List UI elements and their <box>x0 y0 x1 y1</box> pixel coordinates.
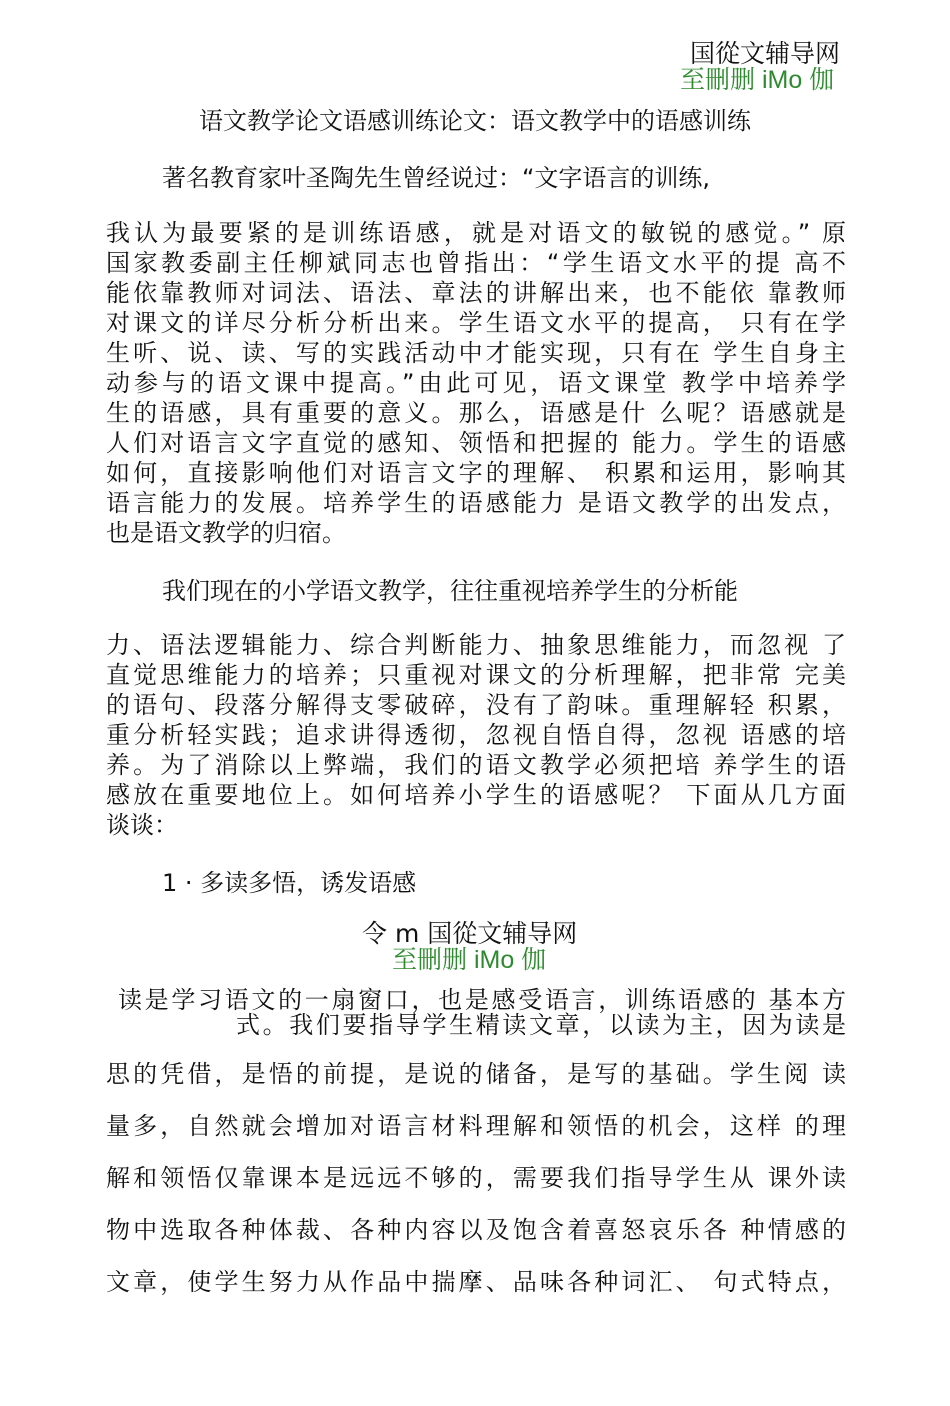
paragraph-line: 动参与的语文课中提高。”由此可见，语文课堂 教学中培养学 <box>106 369 846 397</box>
paragraph-line: 物中选取各种体裁、各种内容以及饱含着喜怒哀乐各 种情感的 <box>106 1216 846 1244</box>
paragraph-line: 如何，直接影响他们对语言文字的理解、 积累和运用，影响其 <box>106 459 846 487</box>
paragraph-line: 我认为最要紧的是训练语感，就是对语文的敏锐的感觉。” 原 <box>106 219 846 247</box>
paragraph-3 <box>106 1048 846 1308</box>
paragraph-line: 重分析轻实践；追求讲得透彻，忽视自悟自得，忽视 语感的培 <box>106 721 846 749</box>
paragraph-line: 生听、说、读、写的实践活动中才能实现，只有在 学生自身主 <box>106 339 846 367</box>
paragraph-line: 谈谈： <box>106 811 178 839</box>
paragraph-line: 力、语法逻辑能力、综合判断能力、抽象思维能力，而忽视 了 <box>106 631 846 659</box>
paragraph-line: 对课文的详尽分析分析出来。学生语文水平的提高， 只有在学 <box>106 309 846 337</box>
watermark-title: 国從文辅导网 <box>690 39 841 68</box>
paragraph-2 <box>106 630 846 840</box>
paragraph-line: 感放在重要地位上。如何培养小学生的语感呢？ 下面从几方面 <box>106 781 846 809</box>
watermark-subtitle: 至刪删 iMo 伽 <box>680 66 835 94</box>
paragraph-line: 也是语文教学的归宿。 <box>106 519 346 547</box>
paragraph-1-first-line: 著名教育家叶圣陶先生曾经说过：“文字语言的训练, <box>162 164 711 192</box>
paragraph-line: 能依靠教师对词法、语法、章法的讲解出来，也不能依 靠教师 <box>106 279 846 307</box>
paragraph-3-second-line: 式。我们要指导学生精读文章，以读为主，因为读是 <box>236 1011 846 1039</box>
paragraph-line: 人们对语言文字直觉的感知、领悟和把握的 能力。学生的语感 <box>106 429 846 457</box>
paragraph-3-first-line: 读是学习语文的一扇窗口，也是感受语言，训练语感的 基本方 <box>118 986 846 1014</box>
watermark-mid-subtitle: 至刪删 iMo 伽 <box>392 946 547 974</box>
paragraph-1 <box>106 218 846 548</box>
paragraph-line: 的语句、段落分解得支零破碎，没有了韵味。重理解轻 积累， <box>106 691 846 719</box>
paragraph-line: 量多，自然就会增加对语言材料理解和领悟的机会，这样 的理 <box>106 1112 846 1140</box>
section-heading: 1 · 多读多悟，诱发语感 <box>162 869 417 897</box>
paragraph-line: 生的语感，具有重要的意义。那么，语感是什 么呢？语感就是 <box>106 399 846 427</box>
watermark-mid-title: 令 m 国從文辅导网 <box>362 919 578 948</box>
paragraph-line: 直觉思维能力的培养；只重视对课文的分析理解，把非常 完美 <box>106 661 846 689</box>
paragraph-line: 解和领悟仅靠课本是远远不够的，需要我们指导学生从 课外读 <box>106 1164 846 1192</box>
paragraph-line: 思的凭借，是悟的前提，是说的储备，是写的基础。学生阅 读 <box>106 1060 846 1088</box>
document-title: 语文教学论文语感训练论文：语文教学中的语感训练 <box>199 107 751 135</box>
paragraph-line: 养。为了消除以上弊端，我们的语文教学必须把培 养学生的语 <box>106 751 846 779</box>
paragraph-line: 文章，使学生努力从作品中揣摩、品味各种词汇、 句式特点， <box>106 1268 846 1296</box>
paragraph-line: 语言能力的发展。培养学生的语感能力 是语文教学的出发点， <box>106 489 846 517</box>
paragraph-line: 国家教委副主任柳斌同志也曾指出：“学生语文水平的提 高不 <box>106 249 846 277</box>
paragraph-2-first-line: 我们现在的小学语文教学，往往重视培养学生的分析能 <box>162 577 738 605</box>
